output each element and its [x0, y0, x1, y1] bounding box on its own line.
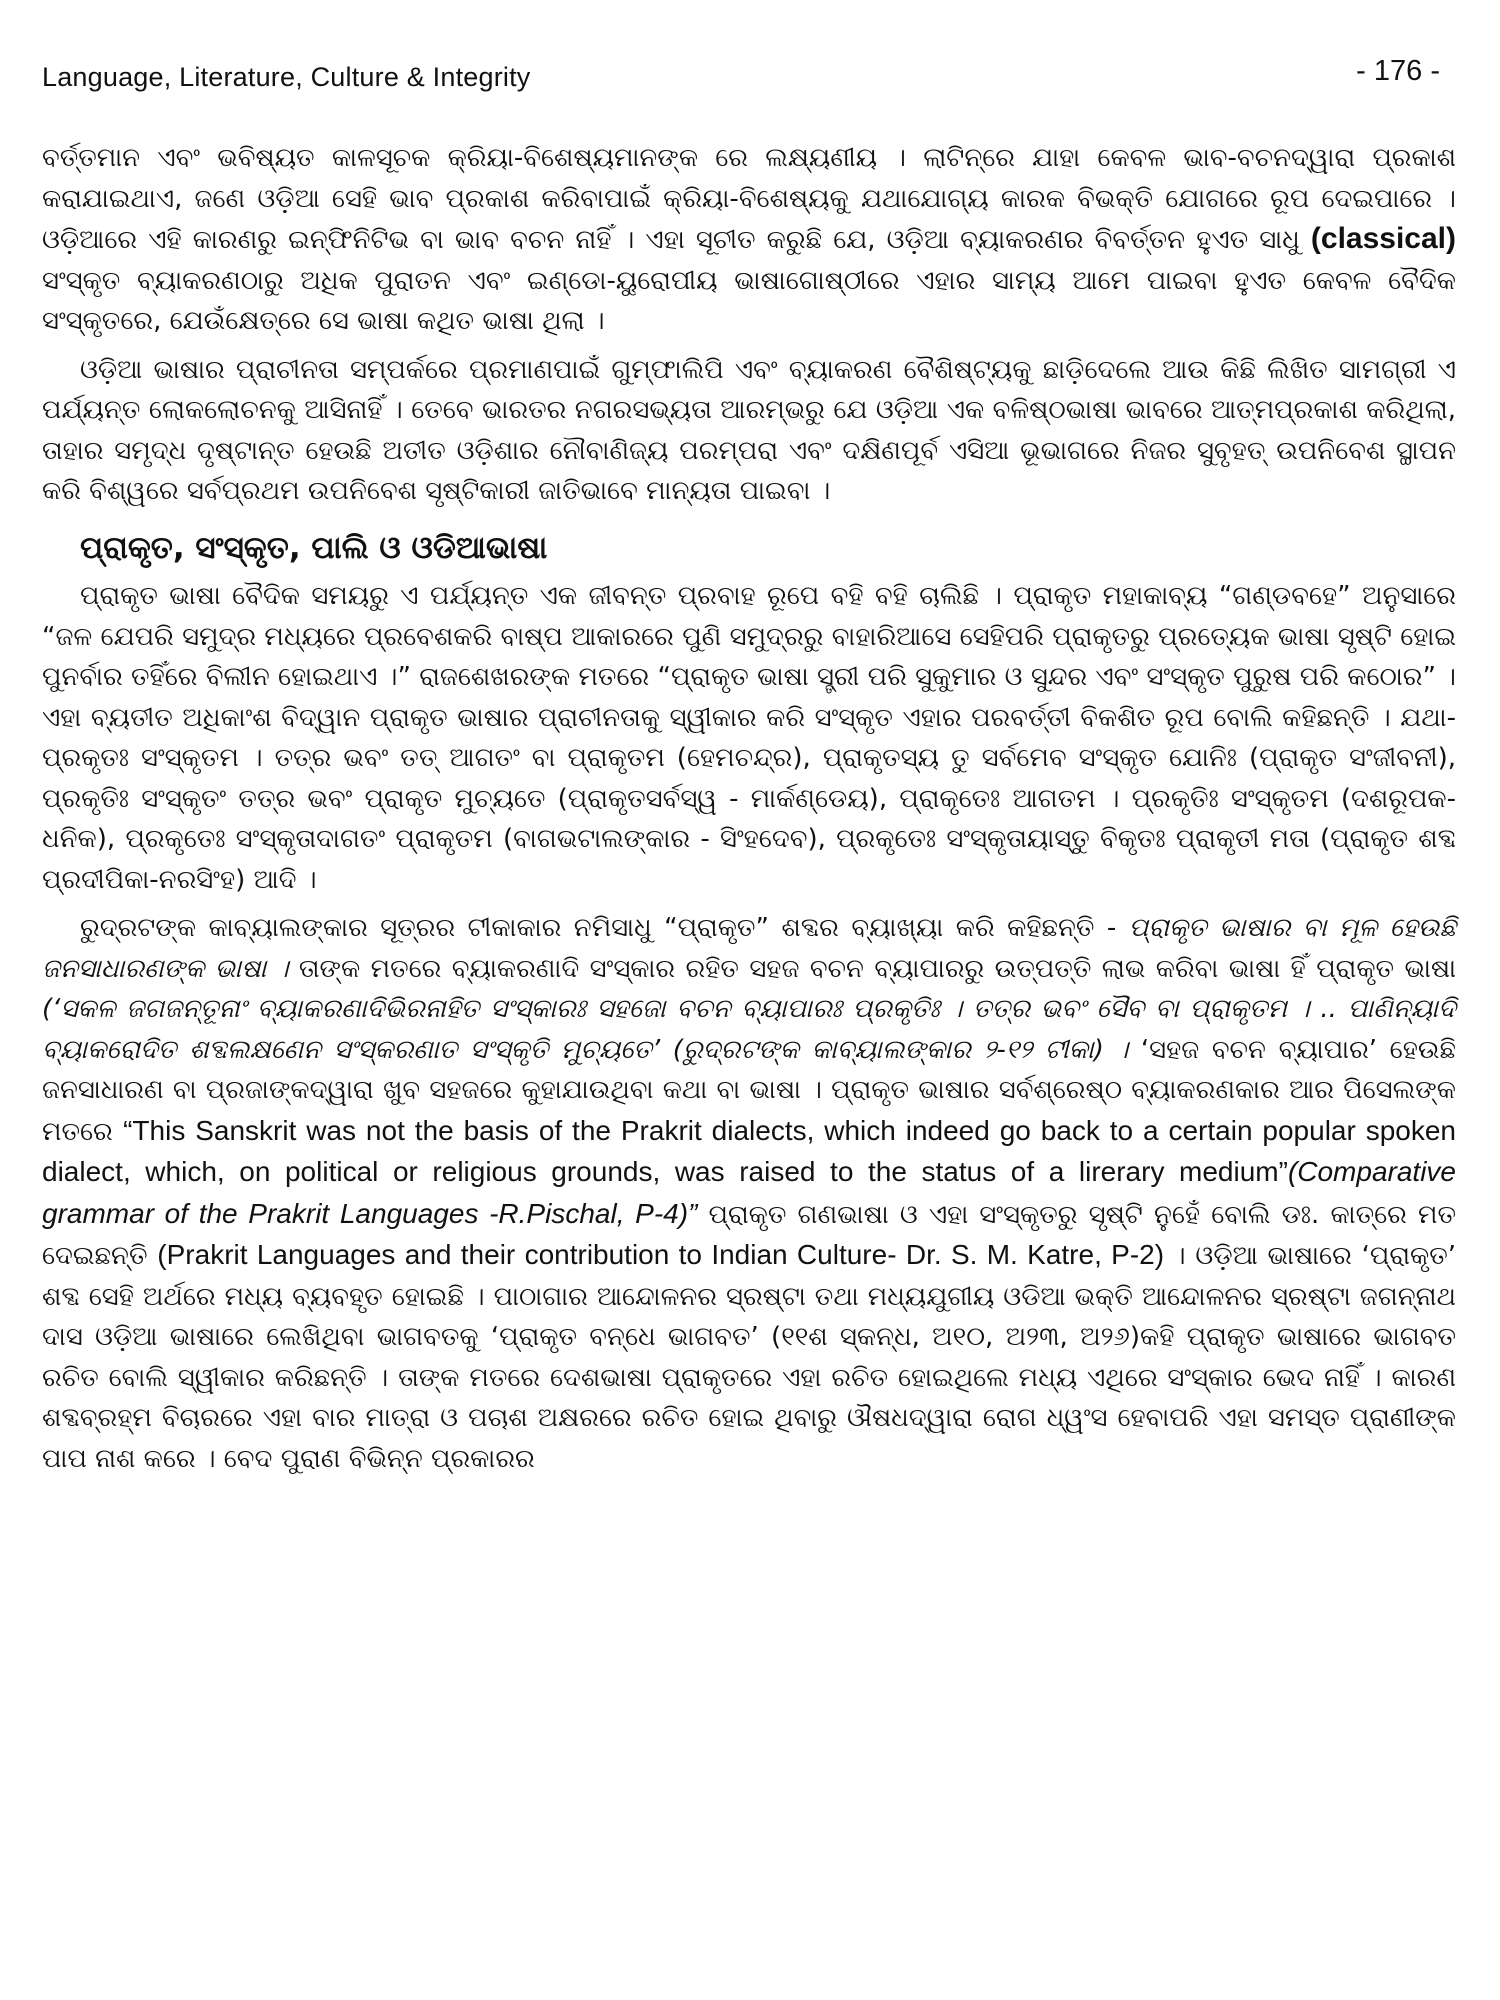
english-quote: “This Sanskrit was not the basis of the Prakrit dialects, which indeed go back to a certain popular spoken dialect, which, on political or religious grounds, was raised to the status of a lirerary medium”	[42, 1114, 1456, 1187]
paragraph-1	[42, 138, 1456, 342]
paragraph-4-text-d: ପ୍ରାକୃତ ଗଣଭାଷା ଓ ଏହା ସଂସ୍କୃତରୁ ସୃଷ୍ଟି ନୁହେଁ ବୋଲି ଡଃ. କାତ୍ରେ ମତ ଦେଇଛନ୍ତି	[42, 1199, 1457, 1271]
paragraph-2: ଓଡ଼ିଆ ଭାଷାର ପ୍ରାଚୀନତା ସମ୍ପର୍କରେ ପ୍ରମାଣପାଇଁ ଗୁମ୍ଫାଲିପି ଏବଂ ବ୍ୟାକରଣ ବୈଶିଷ୍ଟ୍ୟକୁ ଛାଡ଼ିଦେଲେ ଆଉ କିଛି ଲିଖିତ ସାମଗ୍ରୀ ଏ ପର୍ଯ୍ୟନ୍ତ ଲୋକଲୋଚନକୁ ଆସିନାହିଁ । ତେବେ ଭାରତର ନଗରସଭ୍ୟତା ଆରମ୍ଭରୁ ଯେ ଓଡ଼ିଆ ଏକ ବଳିଷ୍ଠଭାଷା ଭାବରେ ଆତ୍ମପ୍ରକାଶ କରିଥିଲା, ତାହାର ସମୃଦ୍ଧ ଦୃଷ୍ଟାନ୍ତ ହେଉଛି ଅତୀତ ଓଡ଼ିଶାର ନୌବାଣିଜ୍ୟ ପରମ୍ପରା ଏବଂ ଦକ୍ଷିଣପୂର୍ବ ଏସିଆ ଭୂଭାଗରେ ନିଜର ସୁବୃହତ୍ ଉପନିବେଶ ସ୍ଥାପନ କରି ବିଶ୍ୱରେ ସର୍ବପ୍ରଥମ ଉପନିବେଶ ସୃଷ୍ଟିକାରୀ ଜାତିଭାବେ ମାନ୍ୟତା ପାଇବା ।	[42, 354, 1456, 506]
section-heading: ପ୍ରାକୃତ, ସଂସ୍କୃତ, ପାଲି ଓ ଓଡିଆଭାଷା	[80, 529, 548, 566]
paragraph-4	[42, 908, 1456, 1479]
paragraph-4-text-b: ତାଙ୍କ ମତରେ ବ୍ୟାକରଣାଦି ସଂସ୍କାର ରହିତ ସହଜ ବଚନ ବ୍ୟାପାରରୁ ଉତ୍ପତ୍ତି ଲାଭ କରିବା ଭାଷା ହିଁ ପ୍ରାକୃତ ଭାଷା	[298, 953, 1456, 984]
paragraph-4-text-c: ‘ସହଜ ବଚନ ବ୍ୟାପାର’ ହେଉଛି ଜନସାଧାରଣ ବା ପ୍ରଜାଙ୍କଦ୍ୱାରା ଖୁବ ସହଜରେ କୁହାଯାଉଥିବା କଥା ବା ଭାଷା । ପ୍ରାକୃତ ଭାଷାର ସର୍ବଶ୍ରେଷ୍ଠ ବ୍ୟାକରଣକାର ଆର ପିସେଲଙ୍କ ମତରେ	[42, 1034, 1456, 1147]
paragraph-4-italic-1: ପ୍ରାକୃତ ଭାଷାର ବା ମୂଳ ହେଉଛି ଜନସାଧାରଣଙ୍କ ଭାଷା ।	[42, 913, 1456, 984]
paragraph-1-text-a: ବର୍ତ୍ତମାନ ଏବଂ ଭବିଷ୍ୟତ କାଳସୂଚକ କ୍ରିୟା-ବିଶେଷ୍ୟମାନଙ୍କ ରେ ଲକ୍ଷ୍ୟଣୀୟ । ଲାଟିନ୍‌ରେ ଯାହା କେବଳ ଭାବ-ବଚନଦ୍ୱାରା ପ୍ରକାଶ କରାଯାଇଥାଏ, ଜଣେ ଓଡ଼ିଆ ସେହି ଭାବ ପ୍ରକାଶ କରିବାପାଇଁ କ୍ରିୟା-ବିଶେଷ୍ୟକୁ ଯଥାଯୋଗ୍ୟ କାରକ ବିଭକ୍ତି ଯୋଗରେ ରୂପ ଦେଇପାରେ । ଓଡ଼ିଆରେ ଏହି କାରଣରୁ ଇନ୍‌ଫିନିଟିଭ ବା ଭାବ ବଚନ ନାହିଁ । ଏହା ସୂଚୀତ କରୁଛି ଯେ, ଓଡ଼ିଆ ବ୍ୟାକରଣର ବିବର୍ତ୍ତନ ହୁଏତ ସାଧୁ	[42, 143, 1456, 255]
classical-term: (classical)	[1310, 222, 1456, 255]
body-text	[42, 138, 1456, 1487]
running-header-title: Language, Literature, Culture & Integrity	[42, 62, 531, 92]
paragraph-4-text-e: । ଓଡ଼ିଆ ଭାଷାରେ ‘ପ୍ରାକୃତ’ ଶବ୍ଦ ସେହି ଅର୍ଥରେ ମଧ୍ୟ ବ୍ୟବହୃତ ହୋଇଛି । ପାଠାଗାର ଆନ୍ଦୋଳନର ସ୍ରଷ୍ଟା ତଥା ମଧ୍ୟଯୁଗୀୟ ଓଡିଆ ଭକ୍ତି ଆନ୍ଦୋଳନର ସ୍ରଷ୍ଟା ଜଗନ୍ନାଥ ଦାସ ଓଡ଼ିଆ ଭାଷାରେ ଲେଖିଥିବା ଭାଗବତକୁ ‘ପ୍ରାକୃତ ବନ୍ଧେ ଭାଗବତ’ (୧୧ଶ ସ୍କନ୍ଧ, ଅ୧୦, ଅ୨୩, ଅ୨୬)କହି ପ୍ରାକୃତ ଭାଷାରେ ଭାଗବତ ରଚିତ ବୋଲି ସ୍ୱୀକାର କରିଛନ୍ତି । ତାଙ୍କ ମତରେ ଦେଶଭାଷା ପ୍ରାକୃତରେ ଏହା ରଚିତ ହୋଇଥିଲେ ମଧ୍ୟ ଏଥିରେ ସଂସ୍କାର ଭେଦ ନାହିଁ । କାରଣ ଶବ୍ଦବ୍ରହ୍ମ ବିଚାରରେ ଏହା ବାର ମାତ୍ରା ଓ ପଚାଶ ଅକ୍ଷରରେ ରଚିତ ହୋଇ ଥିବାରୁ ଔଷଧଦ୍ୱାରା ରୋଗ ଧ୍ୱଂସ ହେବାପରି ଏହା ସମସ୍ତ ପ୍ରାଣୀଙ୍କ ପାପ ନାଶ କରେ । ବେଦ ପୁରାଣ ବିଭିନ୍ନ ପ୍ରକାରର	[42, 1241, 1457, 1474]
english-reference: (Prakrit Languages and their contribution to Indian Culture- Dr. S. M. Katre, P-2)	[157, 1239, 1165, 1270]
paragraph-1-text-b: ସଂସ୍କୃତ ବ୍ୟାକରଣଠାରୁ ଅଧିକ ପୁରାତନ ଏବଂ ଇଣ୍ଡୋ-ୟୁରୋପୀୟ ଭାଷାଗୋଷ୍ଠୀରେ ଏହାର ସାମ୍ୟ ଆମେ ପାଇବା ହୁଏତ କେବଳ ବୈଦିକ ସଂସ୍କୃତରେ, ଯେଉଁକ୍ଷେତ୍ରେ ସେ ଭାଷା କଥିତ ଭାଷା ଥିଲା ।	[42, 265, 1456, 336]
paragraph-4-italic-2: (‘ସକଳ ଜଗଜନ୍ତୂନାଂ ବ୍ୟାକରଣାଦିଭିରନାହିତ ସଂସ୍କାରଃ ସହଜୋ ବଚନ ବ୍ୟାପାରଃ ପ୍ରକୃତିଃ । ତତ୍ର ଭବଂ ସୈବ ବା ପ୍ରାକୃତମ । .. ପାଣିନ୍ୟାଦି ବ୍ୟାକରୋଦିତ ଶବ୍ଦଲକ୍ଷଣେନ ସଂସ୍କରଣାତ ସଂସ୍କୃତି ମୁଚ୍ୟତେ’ (ରୁଦ୍ରଟଙ୍କ କାବ୍ୟାଲଙ୍କାର ୨-୧୨ ଟୀକା) ।	[42, 994, 1456, 1065]
page-number: - 176 -	[1356, 55, 1440, 87]
paragraph-4-text-a: ରୁଦ୍ରଟଙ୍କ କାବ୍ୟାଲଙ୍କାର ସୂତ୍ରର ଟୀକାକାର ନମିସାଧୁ “ପ୍ରାକୃତ” ଶବ୍ଦର ବ୍ୟାଖ୍ୟା କରି କହିଛନ୍ତି -	[80, 913, 1117, 943]
paragraph-3: ପ୍ରାକୃତ ଭାଷା ବୈଦିକ ସମୟରୁ ଏ ପର୍ଯ୍ୟନ୍ତ ଏକ ଜୀବନ୍ତ ପ୍ରବାହ ରୂପେ ବହି ବହି ଚାଲିଛି । ପ୍ରାକୃତ ମହାକାବ୍ୟ “ଗଣ୍ଡବହେ” ଅନୁସାରେ “ଜଳ ଯେପରି ସମୁଦ୍ର ମଧ୍ୟରେ ପ୍ରବେଶକରି ବାଷ୍ପ ଆକାରରେ ପୁଣି ସମୁଦ୍ରରୁ ବାହାରିଆସେ ସେହିପରି ପ୍ରାକୃତରୁ ପ୍ରତ୍ୟେକ ଭାଷା ସୃଷ୍ଟି ହୋଇ ପୁନର୍ବାର ତହିଁରେ ବିଲୀନ ହୋଇଥାଏ ।” ରାଜଶେଖରଙ୍କ ମତରେ “ପ୍ରାକୃତ ଭାଷା ସ୍ତ୍ରୀ ପରି ସୁକୁମାର ଓ ସୁନ୍ଦର ଏବଂ ସଂସ୍କୃତ ପୁରୁଷ ପରି କଠୋର” । ଏହା ବ୍ୟତୀତ ଅଧିକାଂଶ ବିଦ୍ୱାନ ପ୍ରାକୃତ ଭାଷାର ପ୍ରାଚୀନତାକୁ ସ୍ୱୀକାର କରି ସଂସ୍କୃତ ଏହାର ପରବର୍ତ୍ତୀ ବିକଶିତ ରୂପ ବୋଲି କହିଛନ୍ତି । ଯଥା- ପ୍ରକୃତଃ ସଂସ୍କୃତମ । ତତ୍ର ଭବଂ ତତ୍ ଆଗତଂ ବା ପ୍ରାକୃତମ (ହେମଚନ୍ଦ୍ର), ପ୍ରାକୃତସ୍ୟ ତୁ ସର୍ବମେବ ସଂସ୍କୃତ ଯୋନିଃ (ପ୍ରାକୃତ ସଂଜୀବନୀ), ପ୍ରକୃତିଃ ସଂସ୍କୃତଂ ତତ୍ର ଭବଂ ପ୍ରାକୃତ ମୁଚ୍ୟତେ (ପ୍ରାକୃତସର୍ବସ୍ୱ - ମାର୍କଣ୍ଡେୟ), ପ୍ରାକୃତେଃ ଆଗତମ । ପ୍ରକୃତିଃ ସଂସ୍କୃତମ (ଦଶରୂପକ-ଧନିକ), ପ୍ରକୃତେଃ ସଂସ୍କୃତାଦାଗତଂ ପ୍ରାକୃତମ (ବାଗଭଟାଲଙ୍କାର - ସିଂହଦେବ), ପ୍ରକୃତେଃ ସଂସ୍କୃତାୟାସ୍ତୁ ବିକୃତଃ ପ୍ରାକୃତୀ ମତା (ପ୍ରାକୃତ ଶବ୍ଦ ପ୍ରଦୀପିକା-ନରସିଂହ) ଆଦି ।	[42, 581, 1456, 895]
english-citation: (Comparative grammar of the Prakrit Languages -R.Pischal, P-4)”	[42, 1156, 1456, 1229]
